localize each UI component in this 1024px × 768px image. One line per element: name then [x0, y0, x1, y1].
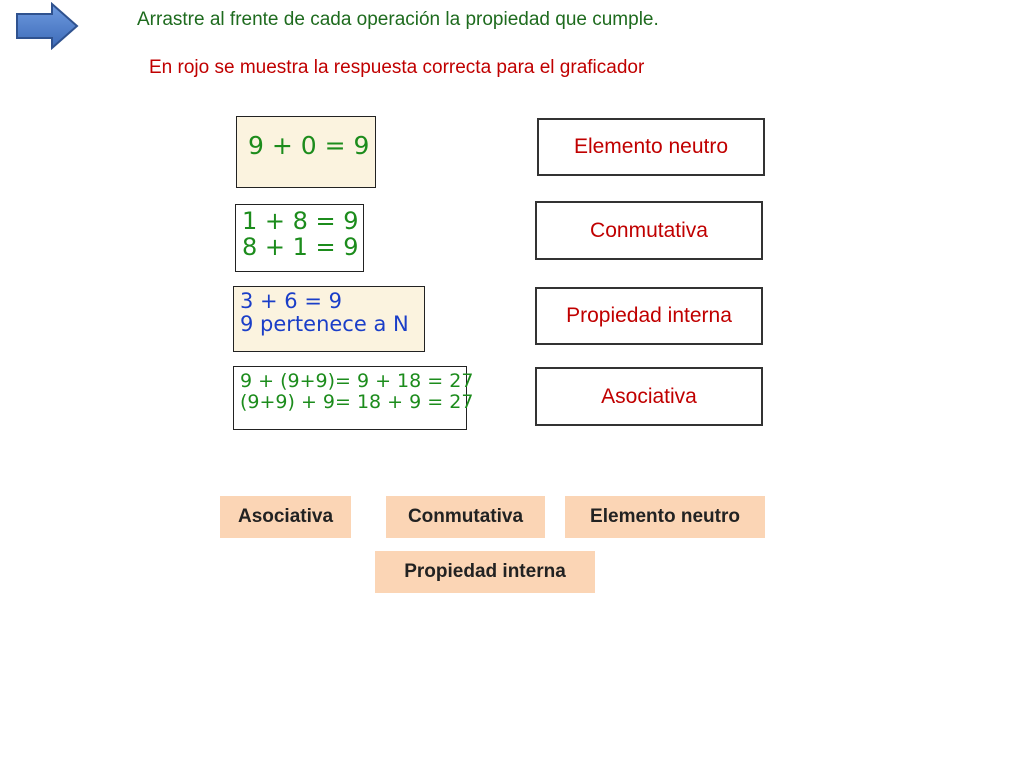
operation-line: 9 + 0 = 9: [248, 131, 370, 160]
right-arrow-icon[interactable]: [14, 2, 80, 50]
operation-line: 9 + (9+9)= 9 + 18 = 27: [240, 370, 474, 392]
operation-line: 9 pertenece a N: [240, 312, 409, 337]
operation-neutral-element: [236, 116, 376, 188]
operation-line: 1 + 8 = 9: [242, 207, 359, 235]
instruction-text: Arrastre al frente de cada operación la propiedad que cumple.: [137, 9, 659, 30]
drop-target-neutral-element[interactable]: Elemento neutro: [537, 118, 765, 176]
operation-line: 8 + 1 = 9: [242, 233, 359, 262]
operation-commutative: [235, 204, 364, 272]
drop-target-internal-property[interactable]: Propiedad interna: [535, 287, 763, 345]
draggable-propiedad-interna[interactable]: Propiedad interna: [375, 551, 595, 593]
draggable-elemento-neutro[interactable]: Elemento neutro: [565, 496, 765, 538]
operation-internal-property: [233, 286, 425, 352]
draggable-conmutativa[interactable]: Conmutativa: [386, 496, 545, 538]
operation-line: (9+9) + 9= 18 + 9 = 27: [240, 390, 474, 413]
operation-associative: [233, 366, 474, 430]
drop-target-associative[interactable]: Asociativa: [535, 367, 763, 426]
operation-line: 3 + 6 = 9: [240, 289, 342, 313]
answer-note-text: En rojo se muestra la respuesta correcta para el graficador: [149, 57, 645, 78]
draggable-asociativa[interactable]: Asociativa: [220, 496, 351, 538]
drop-target-commutative[interactable]: Conmutativa: [535, 201, 763, 260]
